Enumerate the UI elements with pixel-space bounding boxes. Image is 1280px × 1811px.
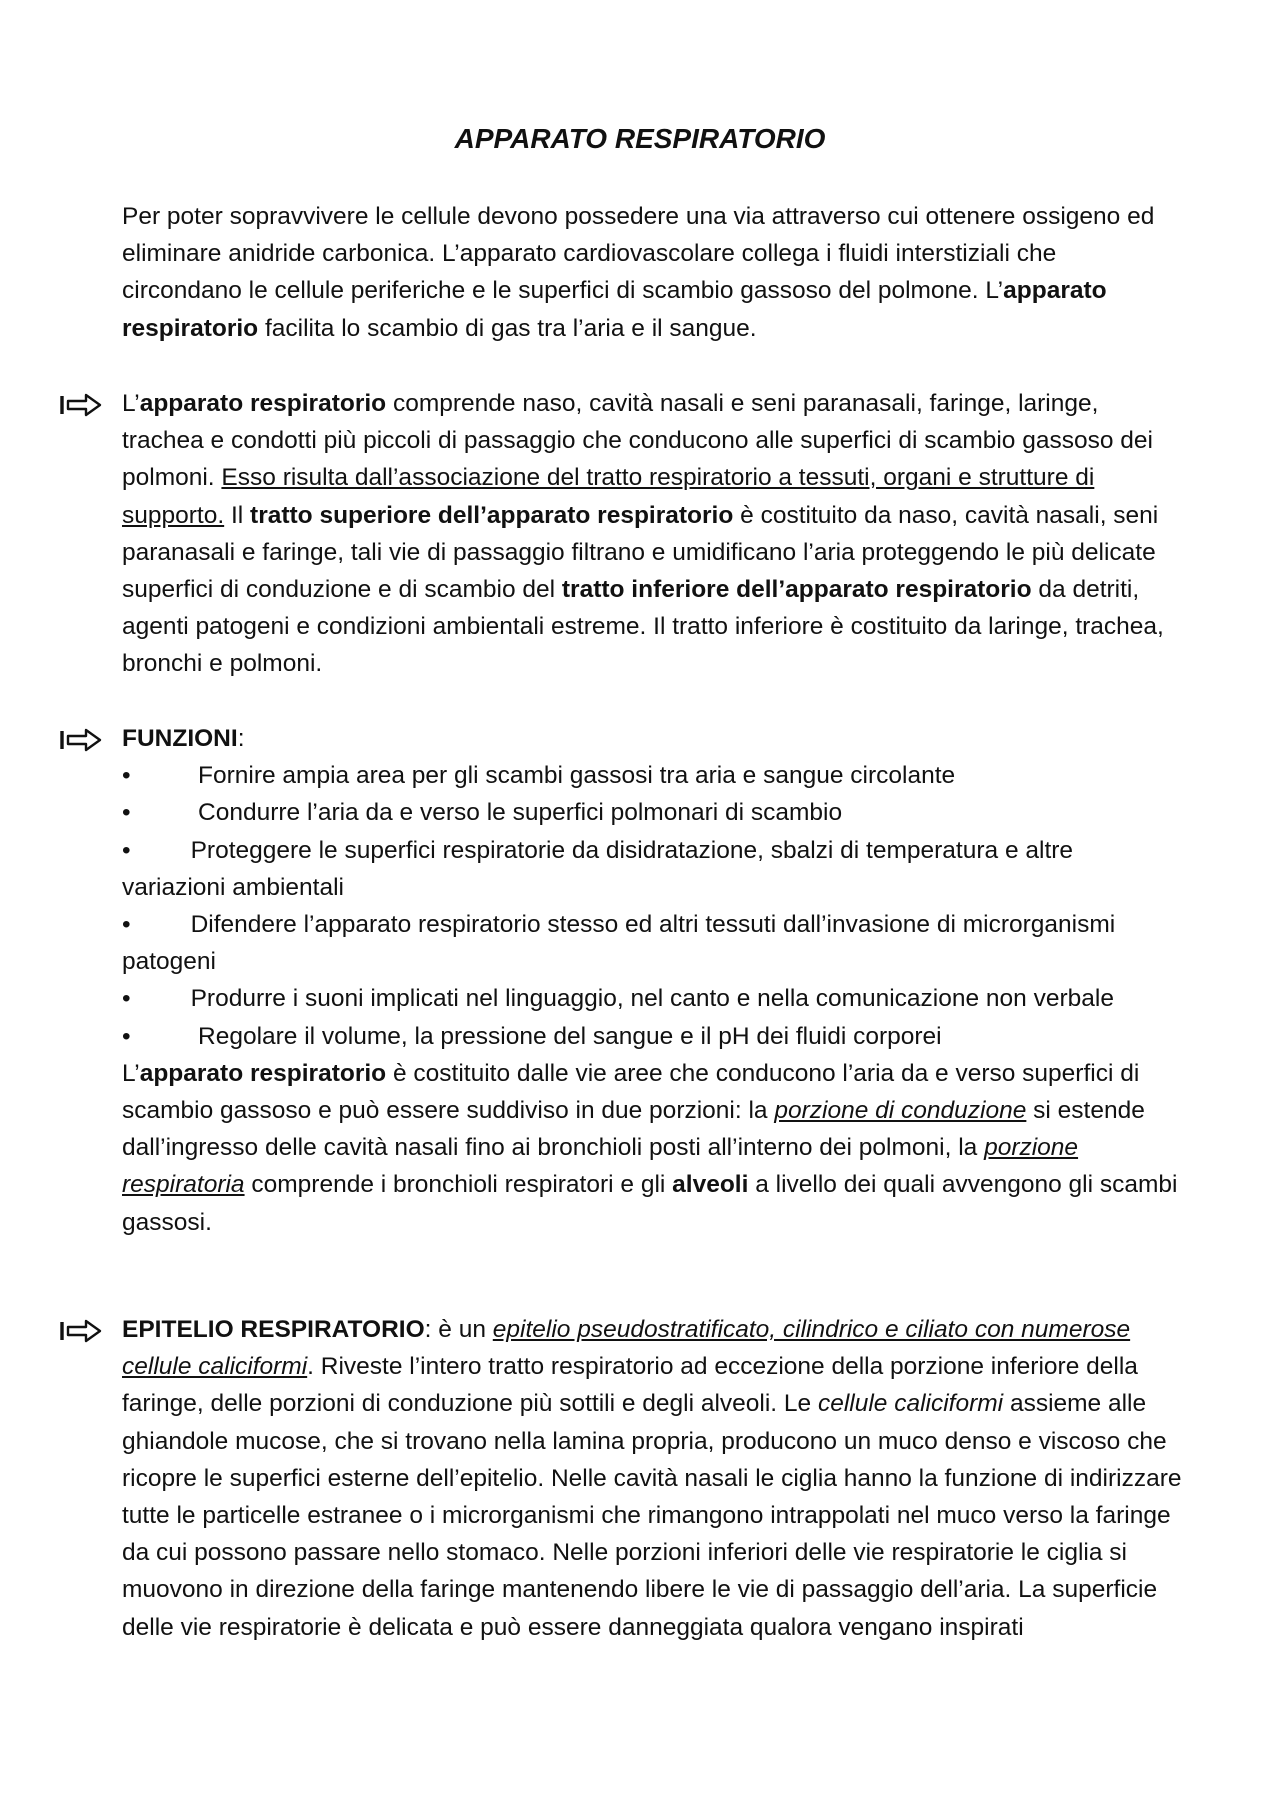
functions-heading: FUNZIONI: — [122, 725, 245, 752]
functions-paragraph: L’apparato respiratorio è costituito dalle vie aree che conducono l’aria da e verso superfici di scambio gassoso e può essere suddiviso in due porzioni: la porzione di conduzione si estende dall’ingresso delle cavità nasali fino ai bronchioli posti all’interno dei polmoni, la porzione respiratoria comprende i bronchioli respiratori e gli alveoli a livello dei quali avvengono gli scambi gassosi. — [122, 1059, 1178, 1236]
pointing-arrow-icon — [60, 1318, 102, 1344]
pointing-arrow-icon — [60, 727, 102, 753]
functions-section — [122, 720, 1182, 1241]
epithelium-paragraph: EPITELIO RESPIRATORIO: è un epitelio pseudostratificato, cilindrico e ciliato con numerose cellule caliciformi. Riveste l’intero tratto respiratorio ad eccezione della porzione inferiore della faringe, delle porzioni di conduzione più sottili e degli alveoli. Le cellule caliciformi assieme alle ghiandole mucose, che si trovano nella lamina propria, producono un muco denso e viscoso che ricopre le superfici esterne dell’epitelio. Nelle cavità nasali le ciglia hanno la funzione di indirizzare tutte le particelle estranee o i microrganismi che rimangono intrappolati nel muco verso la faringe da cui possono passare nello stomaco. Nelle porzioni inferiori delle vie respiratorie le ciglia si muovono in direzione della faringe mantenendo libere le vie di passaggio dell’aria. La superficie delle vie respiratorie è delicata e può essere danneggiata qualora vengano inspirati — [122, 1316, 1182, 1641]
epithelium-heading: EPITELIO RESPIRATORIO — [122, 1316, 425, 1343]
page-title: APPARATO RESPIRATORIO — [454, 123, 826, 154]
list-item: • Produrre i suoni implicati nel linguaggio, nel canto e nella comunicazione non verbale — [122, 985, 1114, 1013]
intro-paragraph: Per poter sopravvivere le cellule devono possedere una via attraverso cui ottenere ossigeno ed eliminare anidride carbonica. L’apparato cardiovascolare collega i fluidi interstiziali che circondano le cellule periferiche e le superfici di scambio gassoso del polmone. L’apparato respiratorio facilita lo scambio di gas tra l’aria e il sangue. — [122, 203, 1155, 342]
pointing-arrow-icon — [60, 392, 102, 418]
list-item: • Proteggere le superfici respiratorie da disidratazione, sbalzi di temperatura e altre variazioni ambientali — [122, 836, 1074, 901]
section-structure-paragraph: L’apparato respiratorio comprende naso, cavità nasali e seni paranasali, faringe, laringe, trachea e condotti più piccoli di passaggio che conducono alle superfici di scambio gassoso dei polmoni. Esso risulta dall’associazione del tratto respiratorio a tessuti, organi e strutture di supporto. Il tratto superiore dell’apparato respiratorio è costituito da naso, cavità nasali, seni paranasali e faringe, tali vie di passaggio filtrano e umidificano l’aria proteggendo le più delicate superfici di conduzione e di scambio del tratto inferiore dell’apparato respiratorio da detriti, agenti patogeni e condizioni ambientali estreme. Il tratto inferiore è costituito da laringe, trachea, bronchi e polmoni. — [122, 390, 1164, 678]
list-item: • Condurre l’aria da e verso le superfici polmonari di scambio — [122, 799, 843, 827]
list-item: • Regolare il volume, la pressione del sangue e il pH dei fluidi corporei — [122, 1022, 942, 1050]
list-item: • Difendere l’apparato respiratorio stesso ed altri tessuti dall’invasione di microrganismi patogeni — [122, 911, 1116, 976]
list-item: • Fornire ampia area per gli scambi gassosi tra aria e sangue circolante — [122, 762, 956, 790]
